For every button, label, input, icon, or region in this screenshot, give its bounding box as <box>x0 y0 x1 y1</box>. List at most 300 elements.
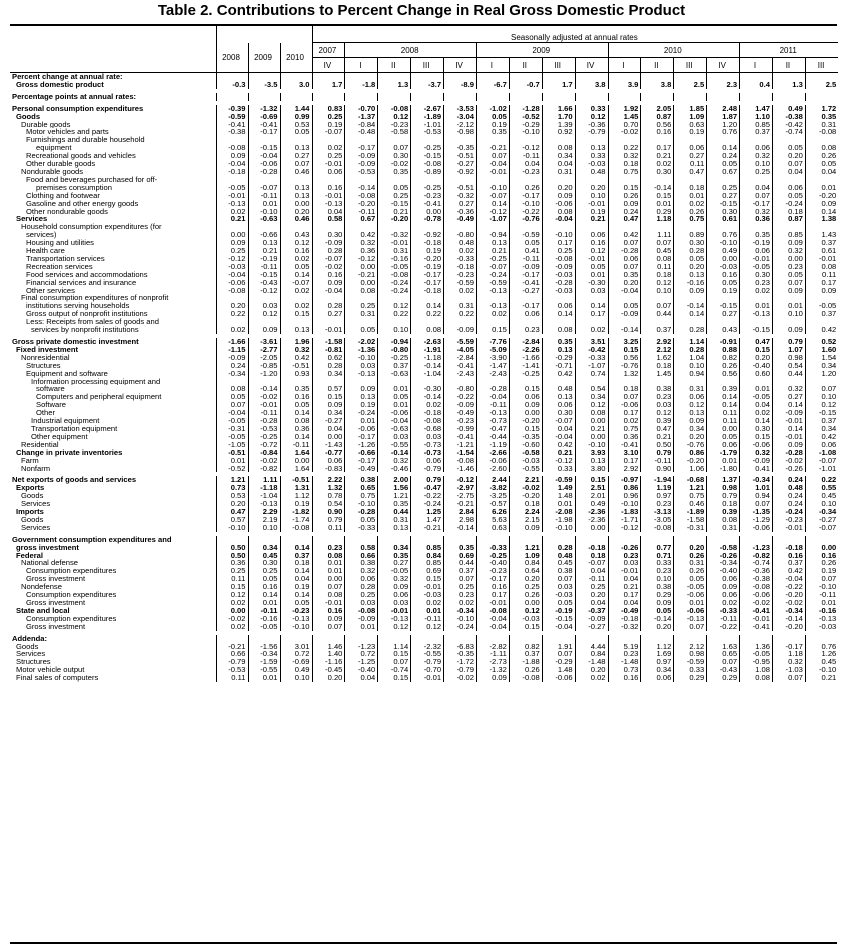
row-value <box>608 136 641 144</box>
row-value <box>772 73 805 81</box>
row-value: 2.01 <box>575 492 608 500</box>
row-value: 0.03 <box>411 433 444 441</box>
row-value: 0.07 <box>542 575 575 583</box>
row-value <box>805 536 838 544</box>
row-value: -0.10 <box>542 231 575 239</box>
row-value: 0.03 <box>378 433 411 441</box>
table-row <box>10 635 838 643</box>
row-label: institutions serving households <box>26 302 130 311</box>
row-value: -0.7 <box>509 81 542 89</box>
row-value: -2.60 <box>476 465 509 473</box>
row-value: 0.01 <box>740 385 773 393</box>
row-value <box>772 318 805 326</box>
row-value: 0.11 <box>707 417 740 425</box>
row-value: -3.7 <box>411 81 444 89</box>
row-label: Housing and utilities <box>26 239 94 248</box>
row-value: 2.00 <box>378 476 411 484</box>
row-value: 0.09 <box>772 287 805 295</box>
row-value: -0.05 <box>674 583 707 591</box>
row-value <box>216 318 248 326</box>
row-value: -0.06 <box>674 591 707 599</box>
row-value: 0.01 <box>216 457 248 465</box>
row-value: 0.14 <box>707 401 740 409</box>
row-value <box>280 93 312 101</box>
row-value: 0.10 <box>641 287 674 295</box>
row-value: -0.33 <box>444 255 477 263</box>
row-value <box>608 294 641 302</box>
row-value: 0.56 <box>641 121 674 129</box>
row-value: 0.17 <box>575 310 608 318</box>
row-value: -0.01 <box>740 615 773 623</box>
row-value: -0.06 <box>476 457 509 465</box>
row-value: 0.07 <box>280 160 312 168</box>
row-value: 0.07 <box>378 144 411 152</box>
row-value: 0.20 <box>772 152 805 160</box>
table-row <box>10 302 838 310</box>
row-value: -0.26 <box>772 465 805 473</box>
row-value: -0.91 <box>707 338 740 346</box>
row-value <box>312 136 345 144</box>
row-value: 0.02 <box>280 302 312 310</box>
row-value: 1.62 <box>641 354 674 362</box>
row-label: Structures <box>16 658 51 667</box>
row-value: -0.10 <box>248 208 280 216</box>
header-year-2009: 2009 <box>248 43 280 73</box>
row-value: 0.21 <box>542 449 575 457</box>
row-value: -0.3 <box>216 81 248 89</box>
row-value: 0.00 <box>216 231 248 239</box>
row-value <box>740 223 773 231</box>
row-value: -0.41 <box>444 433 477 441</box>
row-value: 0.25 <box>345 302 378 310</box>
row-value: -0.84 <box>248 449 280 457</box>
row-value: 0.25 <box>444 583 477 591</box>
row-value: 0.02 <box>608 417 641 425</box>
row-value: -0.80 <box>378 346 411 354</box>
row-value: -0.74 <box>740 559 773 567</box>
row-value: -0.09 <box>345 615 378 623</box>
row-value: 0.19 <box>312 121 345 129</box>
row-value: 0.67 <box>707 168 740 176</box>
row-value: -0.51 <box>280 476 312 484</box>
row-value: -0.15 <box>378 200 411 208</box>
row-value: -0.69 <box>280 658 312 666</box>
seasonal-adjustment-note: Seasonally adjusted at annual rates <box>312 26 838 43</box>
row-value: -0.09 <box>740 457 773 465</box>
row-value: 0.21 <box>378 208 411 216</box>
row-value: 0.25 <box>216 247 248 255</box>
row-value: 0.30 <box>641 168 674 176</box>
row-value: 0.32 <box>345 239 378 247</box>
row-value: 0.86 <box>674 449 707 457</box>
row-value: 0.33 <box>674 666 707 674</box>
row-value <box>476 635 509 643</box>
row-value: 0.54 <box>772 362 805 370</box>
row-value: -0.08 <box>509 674 542 682</box>
table-row <box>10 393 838 401</box>
row-label: Imports <box>16 508 44 516</box>
row-value: -0.04 <box>378 417 411 425</box>
row-value: 0.26 <box>707 362 740 370</box>
table-row <box>10 650 838 658</box>
row-label: Final consumption expenditures of nonprofit <box>21 294 169 303</box>
row-value <box>805 136 838 144</box>
row-value: 0.28 <box>674 346 707 354</box>
row-value <box>707 378 740 386</box>
row-value: -0.10 <box>216 524 248 532</box>
row-value: 0.00 <box>411 208 444 216</box>
row-value: 0.00 <box>575 524 608 532</box>
row-value: -0.25 <box>476 552 509 560</box>
row-value: 0.05 <box>608 302 641 310</box>
row-value: -1.54 <box>444 449 477 457</box>
row-value: 0.36 <box>345 247 378 255</box>
row-value: 0.09 <box>542 192 575 200</box>
row-value: -0.30 <box>411 385 444 393</box>
row-value: -0.49 <box>444 409 477 417</box>
row-value: -0.80 <box>444 231 477 239</box>
row-value: 0.07 <box>378 658 411 666</box>
row-value: -0.95 <box>740 658 773 666</box>
row-value: 0.10 <box>280 674 312 682</box>
row-value: 0.12 <box>378 623 411 631</box>
row-value: -0.01 <box>378 607 411 615</box>
row-value: -0.47 <box>411 484 444 492</box>
row-label: software <box>36 385 65 394</box>
row-value: 0.32 <box>608 152 641 160</box>
row-value: 0.07 <box>805 575 838 583</box>
row-value: -0.08 <box>740 583 773 591</box>
row-value: 0.02 <box>444 287 477 295</box>
row-value: 0.00 <box>345 279 378 287</box>
table-row <box>10 370 838 378</box>
row-value <box>740 73 773 81</box>
row-value: -0.32 <box>608 623 641 631</box>
row-value: 0.48 <box>575 168 608 176</box>
row-value: 0.16 <box>312 184 345 192</box>
row-value <box>312 318 345 326</box>
row-value: -0.04 <box>542 215 575 223</box>
row-value: 0.28 <box>674 247 707 255</box>
row-value <box>476 73 509 81</box>
row-value: 0.15 <box>608 346 641 354</box>
row-value: 0.25 <box>542 247 575 255</box>
row-value: 0.20 <box>542 184 575 192</box>
row-value: 0.15 <box>641 192 674 200</box>
row-value: -0.31 <box>216 425 248 433</box>
row-value: -0.73 <box>476 417 509 425</box>
row-value: 1.69 <box>641 650 674 658</box>
row-value: 0.00 <box>707 425 740 433</box>
row-value: -0.09 <box>345 160 378 168</box>
row-value: 0.20 <box>509 575 542 583</box>
row-value <box>740 378 773 386</box>
row-value <box>509 136 542 144</box>
row-value: 0.02 <box>575 674 608 682</box>
row-value: 0.08 <box>542 208 575 216</box>
row-value: 1.3 <box>772 81 805 89</box>
row-value: 5.19 <box>608 643 641 651</box>
row-value: -0.38 <box>216 128 248 136</box>
row-value: 0.23 <box>444 591 477 599</box>
row-value: 0.11 <box>312 524 345 532</box>
row-value: -0.25 <box>411 144 444 152</box>
row-value: 0.34 <box>674 425 707 433</box>
row-value <box>772 136 805 144</box>
row-label: Transportation equipment <box>31 424 118 433</box>
row-value: 0.02 <box>411 401 444 409</box>
header-quarter: II <box>378 58 411 73</box>
row-value: 0.18 <box>280 559 312 567</box>
row-value <box>641 635 674 643</box>
row-value: -0.82 <box>740 552 773 560</box>
row-value: -1.43 <box>312 441 345 449</box>
row-value <box>444 318 477 326</box>
row-value: 0.06 <box>509 393 542 401</box>
header-quarter: IV <box>575 58 608 73</box>
row-value <box>674 176 707 184</box>
row-value: -0.15 <box>542 615 575 623</box>
row-value: -2.26 <box>509 346 542 354</box>
row-value: -2.32 <box>411 643 444 651</box>
row-value: 0.32 <box>740 449 773 457</box>
row-value: -7.76 <box>476 338 509 346</box>
row-value: 1.66 <box>542 105 575 113</box>
row-value: -1.83 <box>608 508 641 516</box>
table-row <box>10 457 838 465</box>
row-value <box>772 176 805 184</box>
row-value: 0.27 <box>707 310 740 318</box>
table-row <box>10 200 838 208</box>
row-value: 0.10 <box>805 393 838 401</box>
row-value: 2.22 <box>312 476 345 484</box>
row-value: 0.03 <box>345 599 378 607</box>
header-quarter-year-2009: 2009 <box>476 43 608 58</box>
row-value <box>641 136 674 144</box>
row-value <box>707 136 740 144</box>
row-value: -0.04 <box>216 271 248 279</box>
row-value: 0.05 <box>509 239 542 247</box>
row-value: -0.10 <box>476 184 509 192</box>
row-value: 0.05 <box>280 263 312 271</box>
row-value: 0.77 <box>641 544 674 552</box>
row-value: -1.28 <box>509 105 542 113</box>
row-value: -0.33 <box>345 524 378 532</box>
row-value: -0.02 <box>740 599 773 607</box>
table-row <box>10 441 838 449</box>
row-value: 0.90 <box>312 508 345 516</box>
row-value: 0.24 <box>608 208 641 216</box>
row-value: 0.83 <box>312 105 345 113</box>
row-value: -0.17 <box>509 192 542 200</box>
row-value <box>641 536 674 544</box>
row-value: -0.27 <box>312 417 345 425</box>
row-value: -0.01 <box>805 255 838 263</box>
row-value: 0.02 <box>740 287 773 295</box>
row-value: 1.01 <box>740 484 773 492</box>
row-value <box>575 536 608 544</box>
row-value <box>345 536 378 544</box>
row-value: 0.14 <box>280 409 312 417</box>
row-value: -0.09 <box>444 326 477 334</box>
row-value: 1.08 <box>740 666 773 674</box>
row-value: 0.12 <box>641 409 674 417</box>
row-value <box>542 635 575 643</box>
row-value: -0.12 <box>216 255 248 263</box>
row-value: 0.13 <box>575 144 608 152</box>
row-value <box>248 318 280 326</box>
row-value: 1.44 <box>280 105 312 113</box>
row-value: 0.29 <box>641 591 674 599</box>
row-value: 0.57 <box>216 516 248 524</box>
row-value: -0.18 <box>411 287 444 295</box>
row-value: 0.33 <box>542 465 575 473</box>
row-value: -0.59 <box>509 231 542 239</box>
row-value <box>444 136 477 144</box>
row-value: 0.44 <box>772 370 805 378</box>
row-value: -0.12 <box>345 255 378 263</box>
row-value: -0.11 <box>641 457 674 465</box>
row-value: -0.38 <box>772 113 805 121</box>
row-label: Other services <box>26 286 75 295</box>
row-value: -0.42 <box>772 121 805 129</box>
row-value: 0.82 <box>509 643 542 651</box>
row-value: 0.12 <box>216 591 248 599</box>
row-label: Percent change at annual rate: <box>12 72 123 81</box>
row-value: 0.19 <box>707 287 740 295</box>
row-value: -0.24 <box>378 287 411 295</box>
row-value <box>280 378 312 386</box>
row-value: -0.22 <box>444 393 477 401</box>
row-value: 0.09 <box>707 583 740 591</box>
row-value: -0.28 <box>608 247 641 255</box>
row-value: -0.15 <box>707 200 740 208</box>
row-value: 0.07 <box>312 623 345 631</box>
row-label: Federal <box>16 551 44 560</box>
row-value: 0.05 <box>641 607 674 615</box>
row-value: 0.11 <box>805 271 838 279</box>
row-value: -0.09 <box>444 401 477 409</box>
row-label: Gross domestic product <box>16 80 104 89</box>
row-value: -0.17 <box>509 271 542 279</box>
row-value: -0.13 <box>740 310 773 318</box>
row-value <box>608 378 641 386</box>
row-value <box>575 378 608 386</box>
row-value: 0.13 <box>542 346 575 354</box>
row-value: -1.72 <box>444 658 477 666</box>
row-value: -0.35 <box>444 650 477 658</box>
row-value: 0.09 <box>772 239 805 247</box>
row-value: -0.13 <box>805 615 838 623</box>
row-value: -0.28 <box>345 508 378 516</box>
row-value: -0.24 <box>476 271 509 279</box>
row-value: -0.11 <box>280 441 312 449</box>
row-value: 0.18 <box>707 500 740 508</box>
row-value: -0.41 <box>411 200 444 208</box>
row-value: -0.35 <box>444 144 477 152</box>
row-value: 0.27 <box>772 393 805 401</box>
row-value: -5.59 <box>444 338 477 346</box>
row-value: -0.49 <box>345 465 378 473</box>
row-value: -1.89 <box>411 113 444 121</box>
row-value: 0.26 <box>805 152 838 160</box>
row-value: 0.94 <box>740 492 773 500</box>
row-value: 0.32 <box>772 247 805 255</box>
row-value: -0.73 <box>411 441 444 449</box>
row-value: 1.21 <box>216 476 248 484</box>
row-value: -0.10 <box>805 666 838 674</box>
row-value <box>575 93 608 101</box>
table-row <box>10 583 838 591</box>
row-value: 1.07 <box>772 346 805 354</box>
row-value: -0.22 <box>772 583 805 591</box>
row-value <box>345 176 378 184</box>
row-value: -0.79 <box>216 658 248 666</box>
row-value: 0.04 <box>805 168 838 176</box>
row-label: Personal consumption expenditures <box>12 104 144 113</box>
row-label: Durable goods <box>21 120 71 129</box>
row-label: Financial services and insurance <box>26 278 137 287</box>
row-label: Transportation services <box>26 254 105 263</box>
row-value: 0.65 <box>707 650 740 658</box>
row-value: 0.58 <box>312 215 345 223</box>
row-value: 0.10 <box>248 524 280 532</box>
row-value: 0.13 <box>674 271 707 279</box>
row-value: 0.17 <box>608 457 641 465</box>
row-value <box>216 536 248 544</box>
row-label: Services <box>16 650 46 659</box>
table-row <box>10 247 838 255</box>
table-row <box>10 378 838 386</box>
row-value: 0.07 <box>707 658 740 666</box>
row-value: 0.75 <box>608 168 641 176</box>
row-value: 0.07 <box>641 239 674 247</box>
row-value: -0.10 <box>444 615 477 623</box>
row-value: -0.09 <box>509 263 542 271</box>
row-value: -1.8 <box>345 81 378 89</box>
row-value: 0.05 <box>772 144 805 152</box>
table-row <box>10 354 838 362</box>
row-value: 0.41 <box>740 465 773 473</box>
row-value: 0.21 <box>476 247 509 255</box>
row-value: 0.13 <box>280 184 312 192</box>
row-value <box>248 378 280 386</box>
row-value: 0.87 <box>772 215 805 223</box>
row-value: 0.76 <box>707 231 740 239</box>
row-value: -0.41 <box>444 362 477 370</box>
row-value: -0.15 <box>411 152 444 160</box>
row-value: 0.18 <box>608 160 641 168</box>
row-value: 0.23 <box>641 567 674 575</box>
row-value: -0.17 <box>740 200 773 208</box>
row-value: 0.21 <box>575 215 608 223</box>
row-label: Other nondurable goods <box>26 207 108 216</box>
row-value: 0.03 <box>248 302 280 310</box>
row-value: -1.35 <box>740 508 773 516</box>
row-value: -0.13 <box>674 615 707 623</box>
row-value: 0.06 <box>411 457 444 465</box>
row-value: 0.25 <box>312 113 345 121</box>
row-value: 0.41 <box>509 247 542 255</box>
row-value: 0.07 <box>772 279 805 287</box>
row-value: -0.15 <box>805 409 838 417</box>
row-value <box>641 176 674 184</box>
row-value: 0.04 <box>542 160 575 168</box>
row-value: 0.09 <box>216 239 248 247</box>
row-value: 0.42 <box>772 567 805 575</box>
row-value: 0.14 <box>674 310 707 318</box>
row-label: Gross investment <box>26 622 86 631</box>
